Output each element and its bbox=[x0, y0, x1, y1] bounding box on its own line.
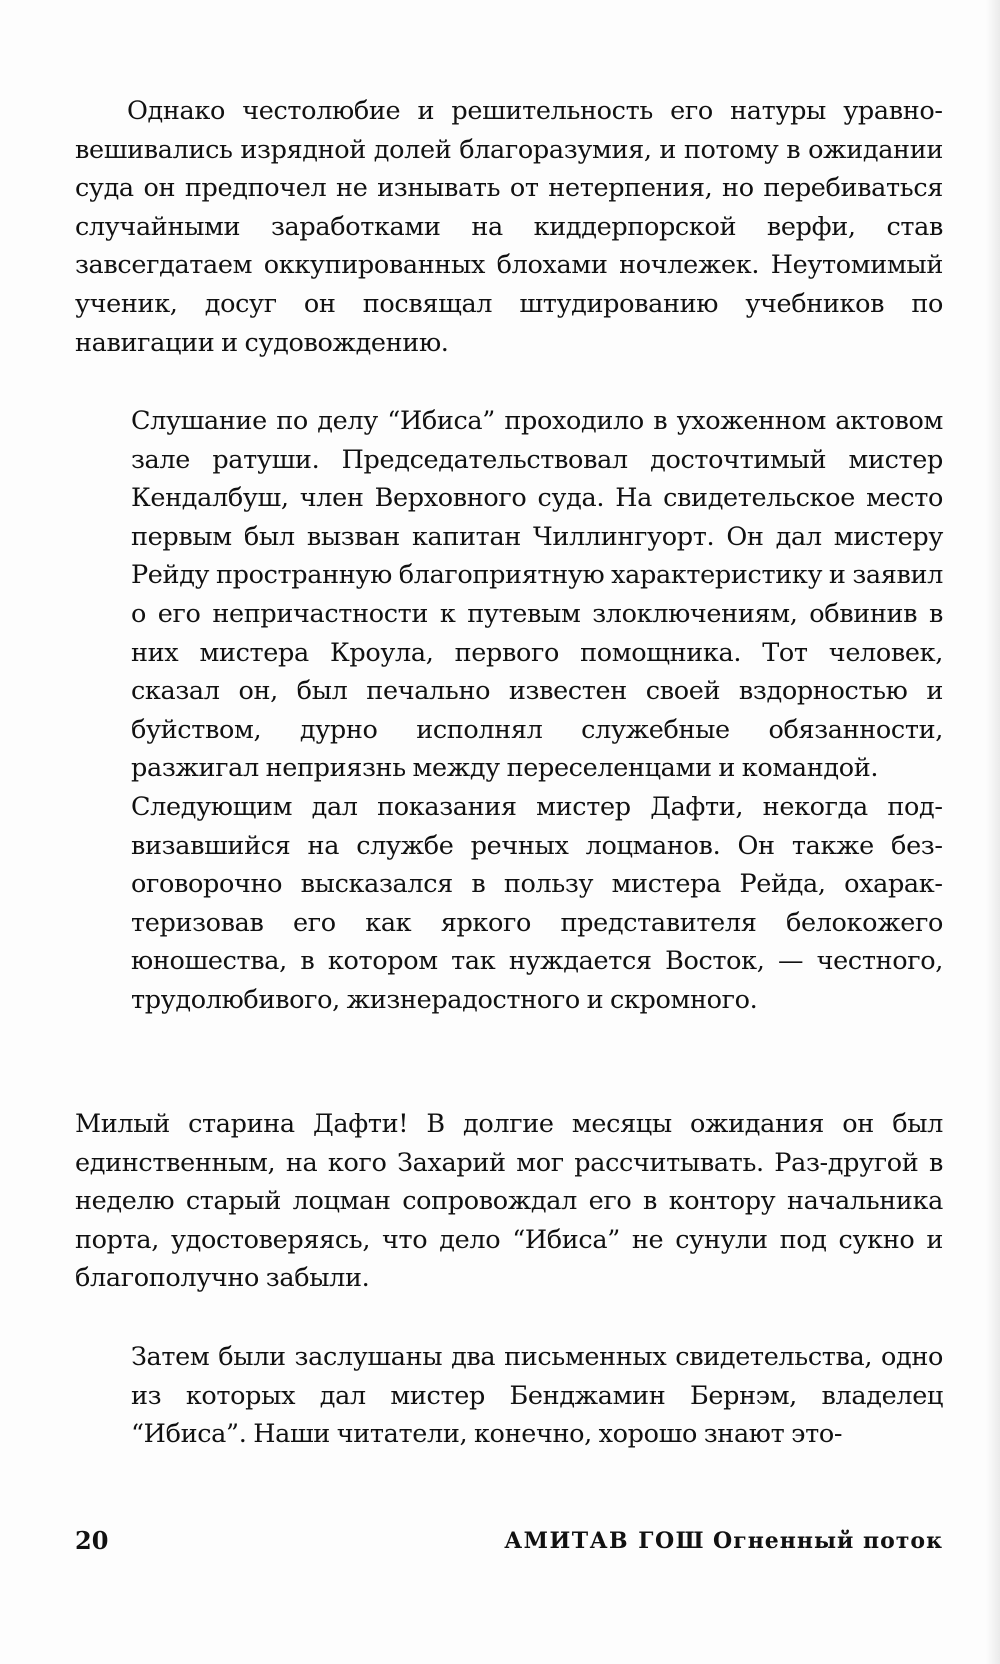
body-paragraph-1 bbox=[75, 92, 943, 362]
paragraph-text: Милый старина Дафти! В долгие месяцы ожидания он был единственным, на кого Захарий мог рассчитывать. Раз-другой в неделю старый лоцман сопровождал его в контору начальника порта, удостоверяясь, что дело “Ибиса” не сунули под сукно и благополучно забыли. bbox=[75, 1109, 943, 1294]
running-title-book: Огненный поток bbox=[713, 1528, 943, 1554]
quoted-paragraph-hearing: Слушание по делу “Ибиса” проходило в ухоженном актовом зале ратуши. Председательствовал досточтимый мистер Кендалбуш, член Верховного суда. На свидетельское место первым был вызван капитан Чиллингуорт. Он дал мистеру Рейду пространную благоприятную характеристику и заявил о его непричастности к путевым злоключениям, обвинив в них мистера Кроула, первого помощника. Тот человек, сказал он, был печально известен своей вздорностью и буйством, дурно исполнял служебные обязанности, разжигал неприязнь между переселенцами и командой. bbox=[131, 406, 943, 784]
page-number: 20 bbox=[75, 1526, 109, 1555]
page-edge-shadow bbox=[986, 0, 1000, 1664]
quoted-report-1 bbox=[131, 402, 943, 1020]
quoted-paragraph-dufty: Следующим дал показания мистер Дафти, некогда подвизавшийся на службе речных лоцманов. Он также безоговорочно высказался в пользу мистера Рейда, охарактеризовав его как яркого представителя белокожего юношества, в котором так нуждается Восток, — честного, трудолюбивого, жизнерадостного и скромного. bbox=[131, 791, 943, 1015]
quoted-paragraph-testimonies: Затем были заслушаны два письменных свидетельства, одно из которых дал мистер Бенджамин Бернэм, владелец “Ибиса”. Наши читатели, конечно, хорошо знают это- bbox=[131, 1342, 943, 1450]
running-title bbox=[504, 1526, 943, 1557]
body-paragraph-2 bbox=[75, 1105, 943, 1298]
paragraph-text: Однако честолюбие и решительность его натуры уравновешивались изрядной долей благоразумия, и потому в ожидании суда он предпочел не изнывать от нетерпения, но перебиваться случайными заработками на киддерпорской верфи, став завсегдатаем оккупированных блохами ночлежек. Неутомимый ученик, досуг он посвящал штудированию учебников по навигации и судовождению. bbox=[75, 96, 943, 358]
quoted-report-2 bbox=[131, 1338, 943, 1454]
running-title-author: АМИТАВ ГОШ bbox=[504, 1528, 706, 1554]
